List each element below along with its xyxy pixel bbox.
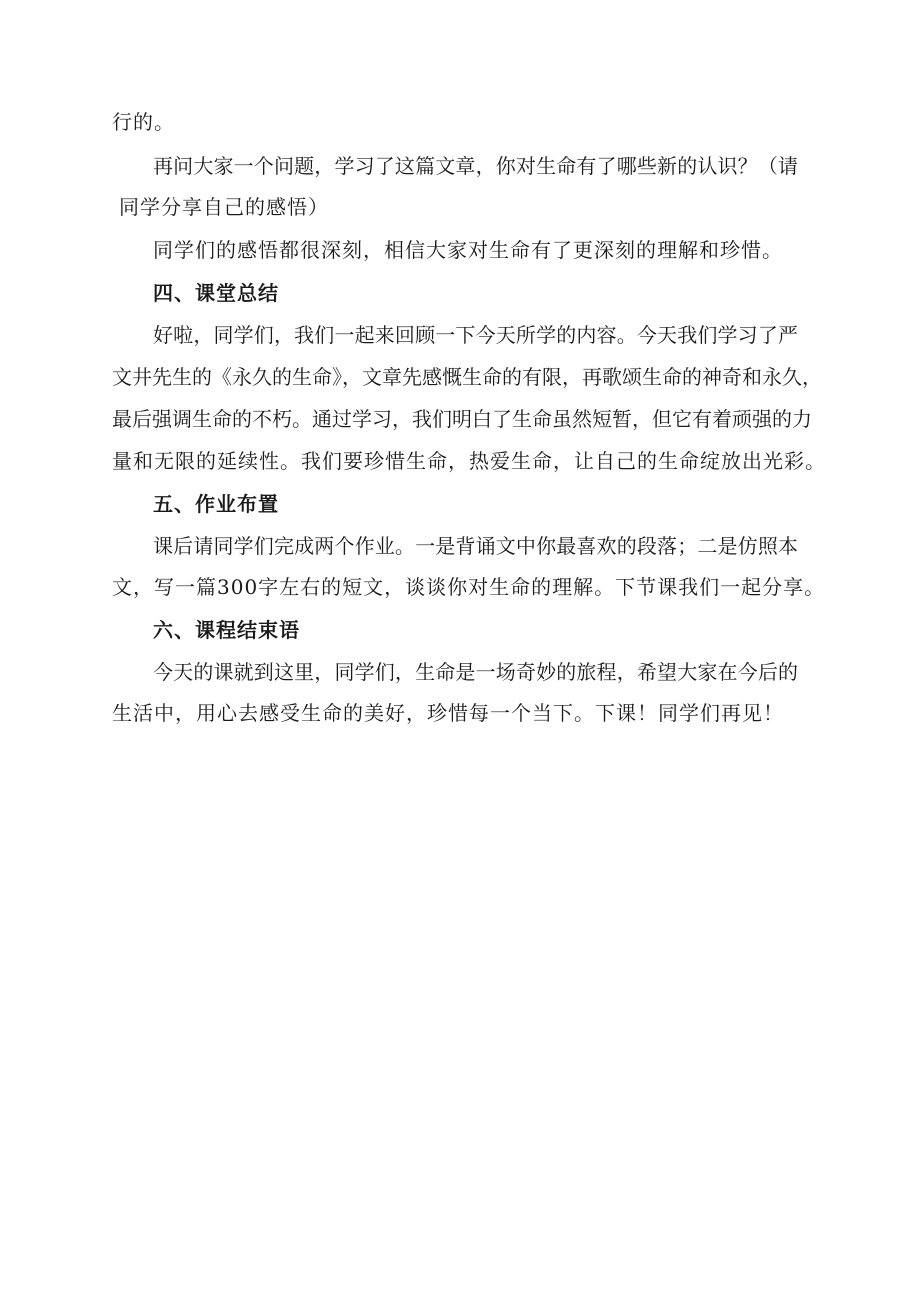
section-heading: 六、课程结束语	[153, 618, 300, 642]
section-heading: 五、作业布置	[153, 492, 279, 516]
paragraph-line: 行的。	[112, 110, 175, 134]
paragraph-line: 文，写一篇300字左右的短文，谈谈你对生命的理解。下节课我们一起分享。	[112, 575, 826, 599]
paragraph-line: 量和无限的延续性。我们要珍惜生命，热爱生命，让自己的生命绽放出光彩。	[112, 449, 826, 473]
paragraph-line: 再问大家一个问题，学习了这篇文章，你对生命有了哪些新的认识？（请	[153, 154, 798, 178]
paragraph-line: 文井先生的《永久的生命》，文章先感慨生命的有限，再歌颂生命的神奇和永久，	[112, 365, 822, 389]
paragraph-line: 同学分享自己的感悟）	[119, 195, 329, 219]
paragraph-line: 生活中，用心去感受生命的美好，珍惜每一个当下。下课！同学们再见！	[112, 701, 784, 725]
paragraph-line: 今天的课就到这里，同学们，生命是一场奇妙的旅程，希望大家在今后的	[153, 660, 798, 684]
paragraph-line: 好啦，同学们，我们一起来回顾一下今天所学的内容。今天我们学习了严	[153, 323, 798, 347]
paragraph-line: 课后请同学们完成两个作业。一是背诵文中你最喜欢的段落；二是仿照本	[153, 534, 798, 558]
section-heading: 四、课堂总结	[153, 281, 279, 305]
paragraph-line: 同学们的感悟都很深刻，相信大家对生命有了更深刻的理解和珍惜。	[153, 238, 783, 262]
paragraph-line: 最后强调生命的不朽。通过学习，我们明白了生命虽然短暂，但它有着顽强的力	[112, 407, 812, 431]
